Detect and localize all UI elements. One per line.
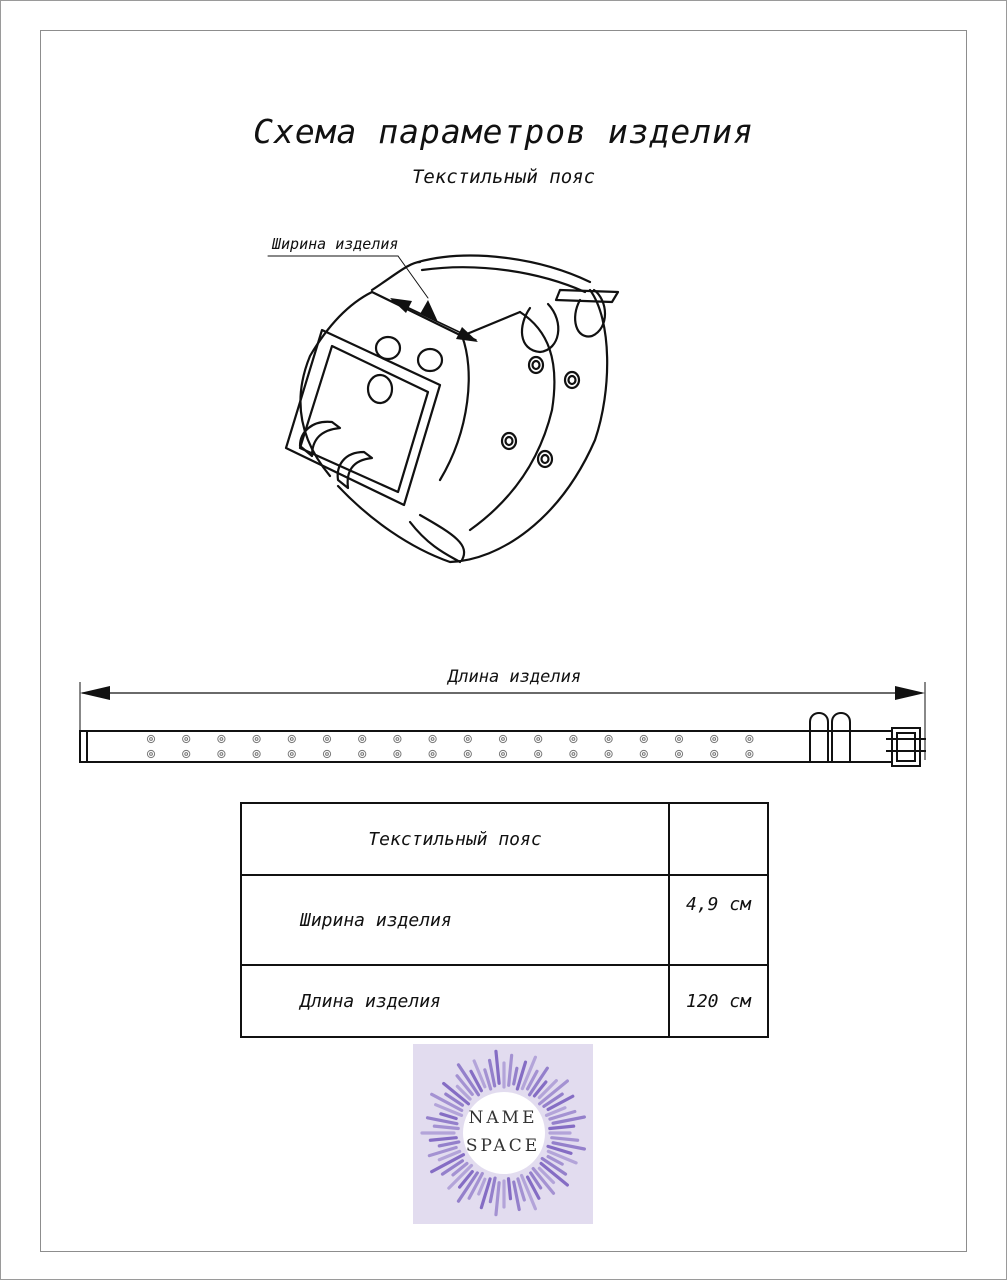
table-row <box>241 875 768 965</box>
eyelet <box>464 735 471 742</box>
eyelet <box>429 735 436 742</box>
brand-logo <box>413 1044 593 1224</box>
table-header-row <box>241 803 768 875</box>
logo-line2: SPACE <box>465 1136 541 1156</box>
eyelet <box>394 735 401 742</box>
eyelet <box>711 735 718 742</box>
eyelet <box>711 750 718 757</box>
eyelet <box>570 735 577 742</box>
eyelet <box>147 750 154 757</box>
table-header-name: Текстильный пояс <box>241 803 669 875</box>
eyelet <box>499 735 506 742</box>
eyelet <box>570 750 577 757</box>
eyelet <box>183 735 190 742</box>
eyelet <box>499 750 506 757</box>
eyelet <box>675 750 682 757</box>
eyelet <box>429 750 436 757</box>
eyelet <box>394 750 401 757</box>
eyelet <box>218 735 225 742</box>
eyelet <box>147 735 154 742</box>
eyelet <box>535 750 542 757</box>
length-label: Длина изделия <box>448 667 582 687</box>
row-length-name: Длина изделия <box>241 965 669 1037</box>
eyelet <box>605 750 612 757</box>
table-header-value <box>669 803 768 875</box>
eyelet <box>288 735 295 742</box>
logo-circle <box>463 1092 545 1174</box>
eyelet <box>323 750 330 757</box>
page-title: Схема параметров изделия <box>253 112 754 151</box>
eyelet <box>359 735 366 742</box>
eyelet <box>288 750 295 757</box>
width-label: Ширина изделия <box>272 235 399 253</box>
eyelet <box>253 750 260 757</box>
eyelet <box>535 735 542 742</box>
eyelet <box>640 735 647 742</box>
eyelet <box>746 750 753 757</box>
row-width-name: Ширина изделия <box>241 875 669 965</box>
spec-table <box>240 802 769 1038</box>
eyelet <box>605 735 612 742</box>
belt-eyelets <box>147 735 753 757</box>
eyelet <box>464 750 471 757</box>
eyelet <box>359 750 366 757</box>
eyelet <box>183 750 190 757</box>
row-width-value: 4,9 см <box>669 875 768 965</box>
eyelet <box>746 735 753 742</box>
row-length-value: 120 см <box>669 965 768 1037</box>
table-row <box>241 965 768 1037</box>
logo-line1: NAME <box>468 1108 538 1128</box>
eyelet <box>323 735 330 742</box>
eyelet <box>218 750 225 757</box>
eyelet <box>640 750 647 757</box>
eyelet <box>675 735 682 742</box>
page-subtitle: Текстильный пояс <box>411 166 596 188</box>
eyelet <box>253 735 260 742</box>
